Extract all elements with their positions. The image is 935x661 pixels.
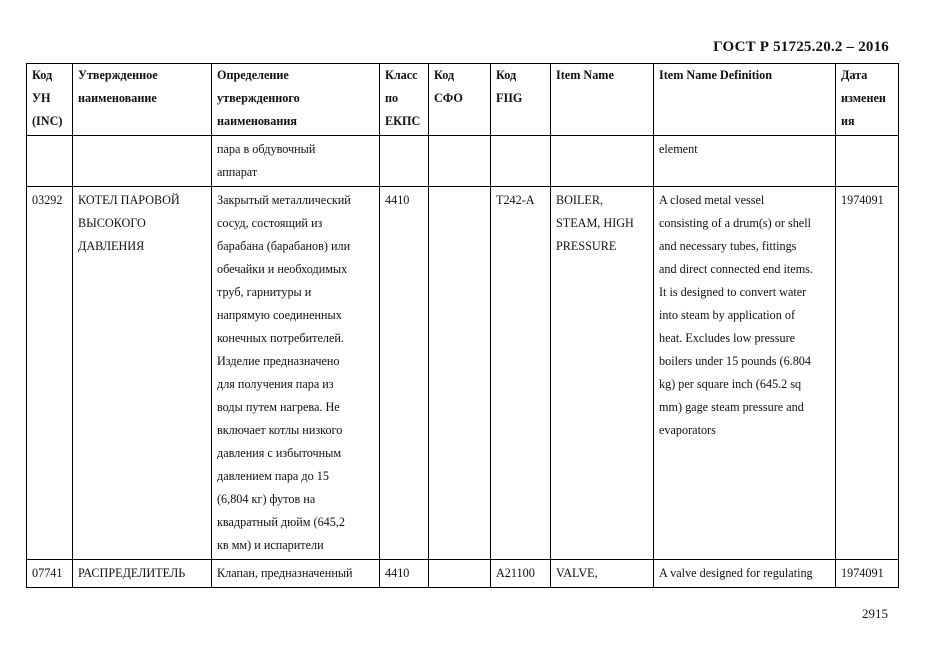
cell-line: давления с избыточным	[217, 446, 342, 460]
cell-item-name	[551, 136, 654, 187]
cell-line: барабана (барабанов) или	[217, 239, 351, 253]
cell-line: VALVE,	[556, 566, 598, 580]
col-header-sfo-code	[429, 64, 491, 136]
cell-line: давлением пара до 15	[217, 469, 329, 483]
cell-definition-ru	[212, 136, 380, 187]
cell-line: для получения пара из	[217, 377, 334, 391]
cell-line: изменен	[841, 91, 886, 105]
cell-line: mm) gage steam pressure and	[659, 400, 804, 414]
cell-change-date	[836, 560, 899, 588]
cell-line: (6,804 кг) футов на	[217, 492, 316, 506]
cell-line: конечных потребителей.	[217, 331, 344, 345]
cell-line: (INC)	[32, 114, 63, 128]
classification-table	[26, 63, 899, 588]
cell-inc	[27, 187, 73, 560]
col-header-definition-ru	[212, 64, 380, 136]
cell-line: 07741	[32, 566, 63, 580]
table-row-boiler	[27, 187, 899, 560]
cell-line: Класс	[385, 68, 418, 82]
cell-line: kg) per square inch (645.2 sq	[659, 377, 802, 391]
table-row-continuation	[27, 136, 899, 187]
col-header-inc	[27, 64, 73, 136]
cell-line: утвержденного	[217, 91, 300, 105]
cell-line: пара в обдувочный	[217, 142, 316, 156]
cell-item-name	[551, 187, 654, 560]
cell-sfo-code	[429, 560, 491, 588]
cell-ekps-class	[380, 187, 429, 560]
cell-line: BOILER,	[556, 193, 604, 207]
cell-fiig-code	[491, 136, 551, 187]
cell-line: Item Name Definition	[659, 68, 773, 82]
cell-line: ия	[841, 114, 855, 128]
page-number: 2915	[862, 606, 888, 621]
cell-sfo-code	[429, 136, 491, 187]
cell-line: наименование	[78, 91, 157, 105]
cell-line: включает котлы низкого	[217, 423, 343, 437]
cell-line: обечайки и необходимых	[217, 262, 348, 276]
cell-line: 1974091	[841, 193, 884, 207]
cell-line: heat. Excludes low pressure	[659, 331, 796, 345]
cell-line: Определение	[217, 68, 289, 82]
cell-line: consisting of a drum(s) or shell	[659, 216, 811, 230]
cell-line: Item Name	[556, 68, 614, 82]
cell-approved-name	[73, 136, 212, 187]
cell-fiig-code	[491, 560, 551, 588]
cell-line: 1974091	[841, 566, 884, 580]
cell-line: ВЫСОКОГО	[78, 216, 146, 230]
cell-line: Закрытый металлический	[217, 193, 351, 207]
cell-line: напрямую соединенных	[217, 308, 342, 322]
cell-definition-ru	[212, 187, 380, 560]
cell-fiig-code	[491, 187, 551, 560]
cell-line: 03292	[32, 193, 63, 207]
cell-line: STEAM, HIGH	[556, 216, 634, 230]
cell-change-date	[836, 136, 899, 187]
cell-change-date	[836, 187, 899, 560]
cell-line: воды путем нагрева. Не	[217, 400, 340, 414]
cell-line: кв мм) и испарители	[217, 538, 324, 552]
cell-definition-ru	[212, 560, 380, 588]
cell-line: element	[659, 142, 698, 156]
cell-inc	[27, 560, 73, 588]
cell-item-name	[551, 560, 654, 588]
cell-inc	[27, 136, 73, 187]
cell-approved-name	[73, 560, 212, 588]
cell-line: РАСПРЕДЕЛИТЕЛЬ	[78, 566, 186, 580]
cell-line: PRESSURE	[556, 239, 617, 253]
cell-ekps-class	[380, 136, 429, 187]
cell-sfo-code	[429, 187, 491, 560]
cell-line: Дата	[841, 68, 868, 82]
cell-line: and direct connected end items.	[659, 262, 813, 276]
cell-line: ДАВЛЕНИЯ	[78, 239, 145, 253]
col-header-item-name	[551, 64, 654, 136]
cell-line: аппарат	[217, 165, 258, 179]
cell-line: СФО	[434, 91, 463, 105]
table-row-valve	[27, 560, 899, 588]
table-header-row	[27, 64, 899, 136]
cell-item-name-definition	[654, 560, 836, 588]
cell-line: сосуд, состоящий из	[217, 216, 323, 230]
col-header-item-name-definition	[654, 64, 836, 136]
cell-line: труб, гарнитуры и	[217, 285, 312, 299]
cell-line: into steam by application of	[659, 308, 796, 322]
cell-line: boilers under 15 pounds (6.804	[659, 354, 811, 368]
cell-line: A21100	[496, 566, 535, 580]
document-standard-header: ГОСТ Р 51725.20.2 – 2016	[713, 39, 889, 55]
cell-line: квадратный дюйм (645,2	[217, 515, 345, 529]
cell-approved-name	[73, 187, 212, 560]
cell-line: and necessary tubes, fittings	[659, 239, 797, 253]
cell-line: Клапан, предназначенный	[217, 566, 353, 580]
cell-ekps-class	[380, 560, 429, 588]
cell-item-name-definition	[654, 187, 836, 560]
col-header-approved-name	[73, 64, 212, 136]
cell-line: Изделие предназначено	[217, 354, 340, 368]
cell-line: It is designed to convert water	[659, 285, 807, 299]
cell-line: A closed metal vessel	[659, 193, 765, 207]
cell-line: 4410	[385, 193, 410, 207]
cell-line: 4410	[385, 566, 410, 580]
col-header-ekps-class	[380, 64, 429, 136]
cell-line: Код	[32, 68, 53, 82]
cell-line: Утвержденное	[78, 68, 158, 82]
cell-line: T242-A	[496, 193, 535, 207]
col-header-change-date	[836, 64, 899, 136]
cell-line: FIIG	[496, 91, 523, 105]
cell-line: наименования	[217, 114, 297, 128]
cell-line: ЕКПС	[385, 114, 421, 128]
cell-line: по	[385, 91, 399, 105]
cell-line: Код	[496, 68, 517, 82]
cell-line: A valve designed for regulating	[659, 566, 813, 580]
cell-line: Код	[434, 68, 455, 82]
cell-line: УН	[32, 91, 51, 105]
cell-item-name-definition	[654, 136, 836, 187]
cell-line: КОТЕЛ ПАРОВОЙ	[78, 193, 180, 207]
cell-line: evaporators	[659, 423, 716, 437]
col-header-fiig-code	[491, 64, 551, 136]
